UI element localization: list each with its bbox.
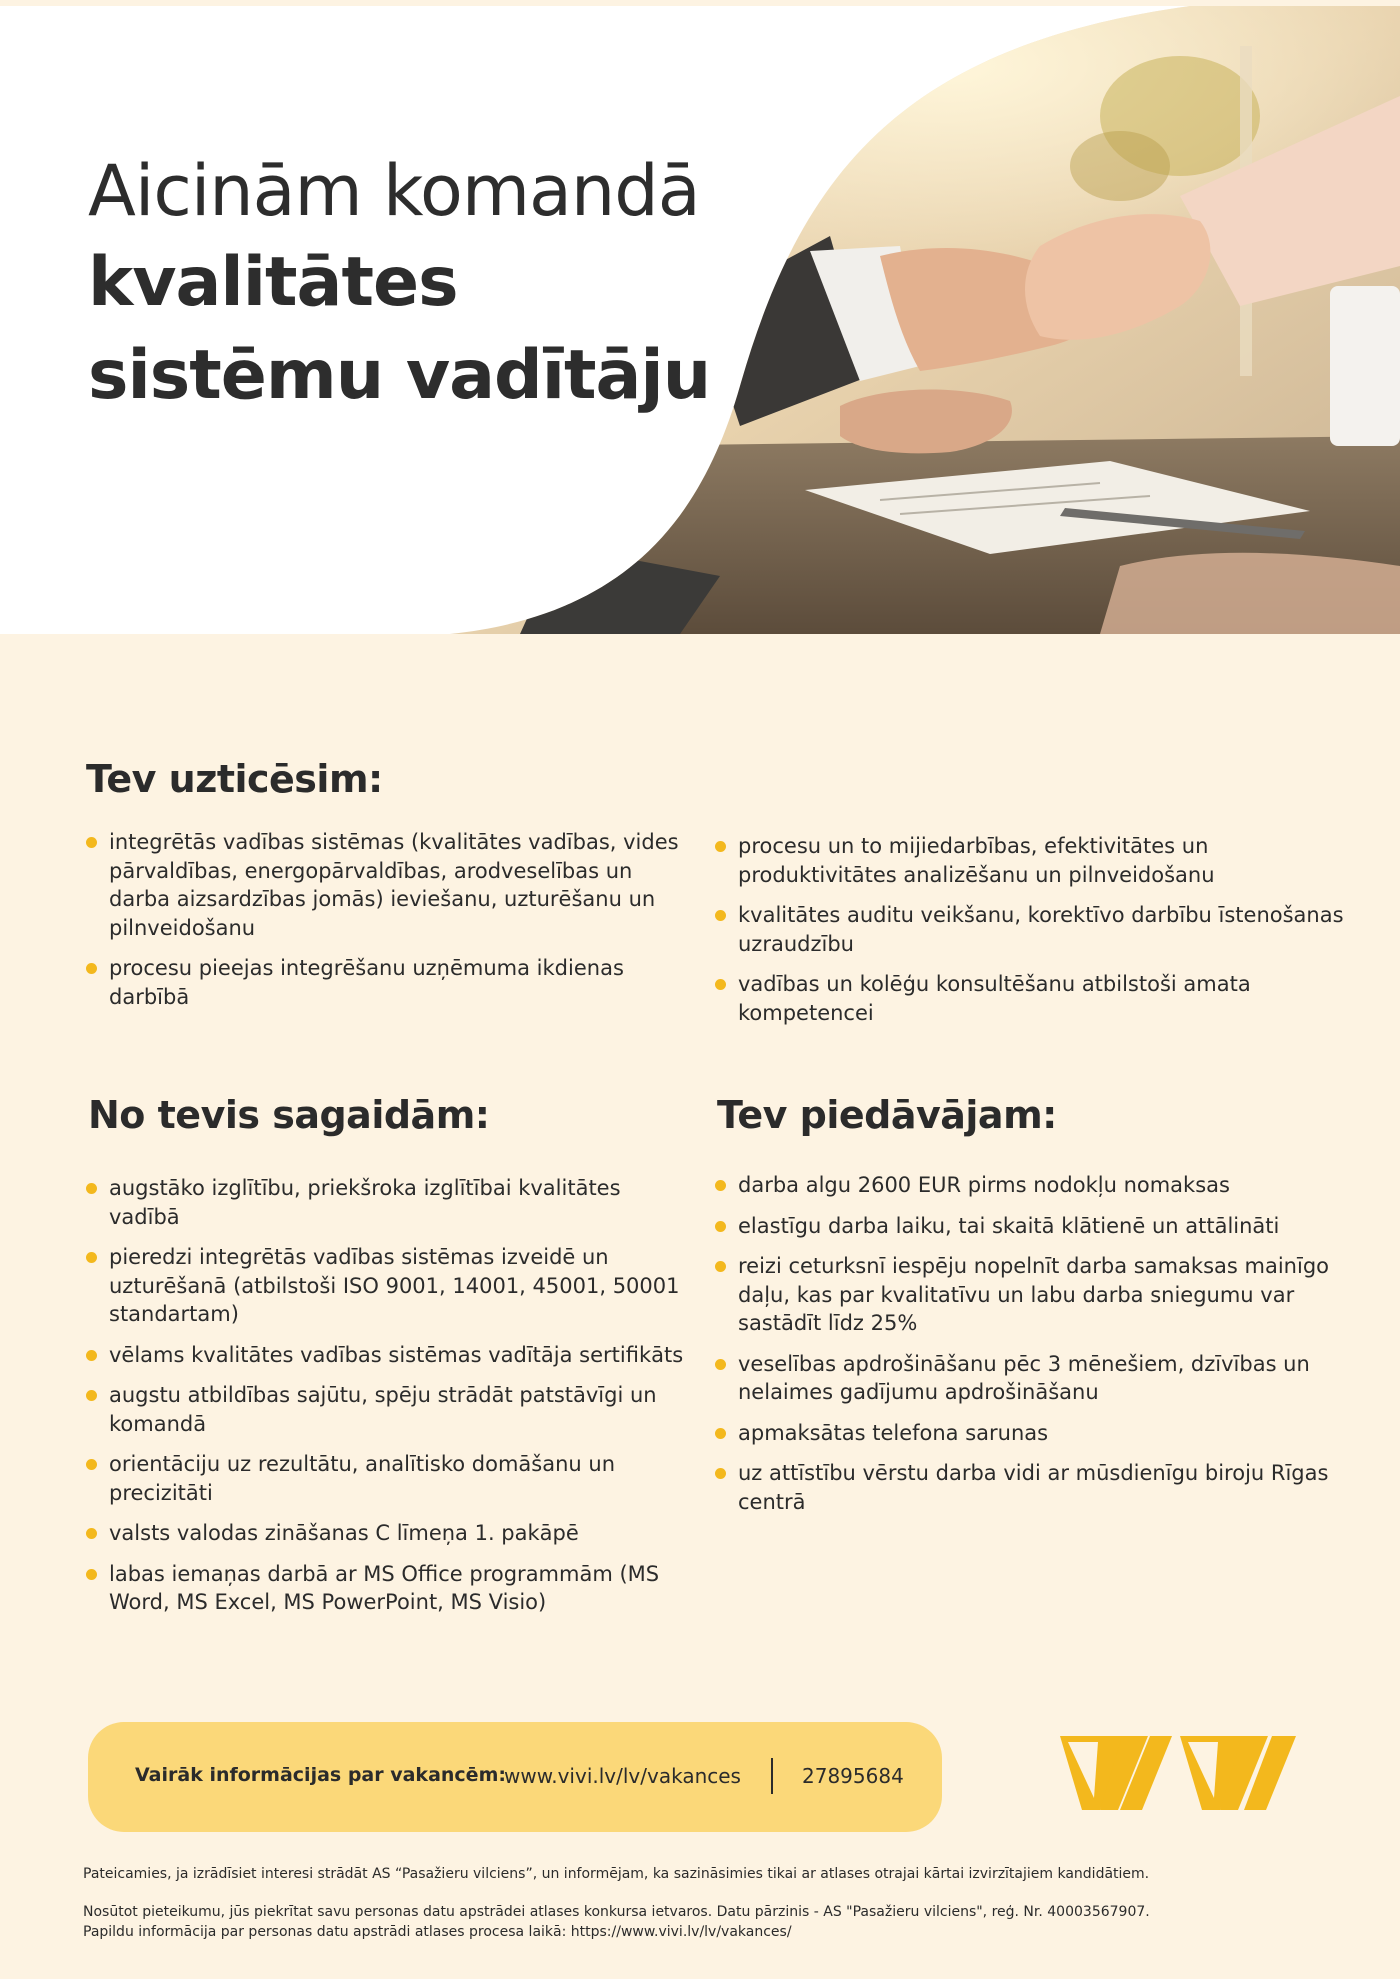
- vivi-logo-icon: [1060, 1728, 1320, 1818]
- list-item: reizi ceturksnī iespēju nopelnīt darba samaksas mainīgo daļu, kas par kvalitatīvu un labu darba sniegumu var sastādīt līdz 25%: [715, 1252, 1355, 1338]
- list-item: vēlams kvalitātes vadības sistēmas vadītāja sertifikāts: [86, 1341, 686, 1370]
- bullet-icon: [86, 1528, 97, 1539]
- footer-note-3: Papildu informācija par personas datu apstrādi atlases procesa laikā: https://www.vivi.lv/lv/vakances/: [83, 1924, 792, 1940]
- bullet-icon: [86, 1183, 97, 1194]
- list-item: labas iemaņas darbā ar MS Office programmām (MS Word, MS Excel, MS PowerPoint, MS Visio): [86, 1560, 686, 1617]
- bullet-icon: [86, 837, 97, 848]
- vivi-logo: [1060, 1728, 1320, 1822]
- list-item: veselības apdrošināšanu pēc 3 mēnešiem, dzīvības un nelaimes gadījumu apdrošināšanu: [715, 1350, 1355, 1407]
- responsibilities-list-right: [715, 832, 1345, 1039]
- list-item: procesu un to mijiedarbības, efektivitātes un produktivitātes analizēšanu un pilnveidošanu: [715, 832, 1345, 889]
- list-item: elastīgu darba laiku, tai skaitā klātienē un attālināti: [715, 1212, 1355, 1241]
- offer-list: [715, 1171, 1355, 1528]
- requirements-list: [86, 1174, 686, 1629]
- bullet-icon: [86, 1350, 97, 1361]
- bullet-icon: [86, 963, 97, 974]
- phone-number[interactable]: 27895684: [802, 1764, 904, 1788]
- responsibilities-list-left: [86, 828, 686, 1023]
- list-item: uz attīstību vērstu darba vidi ar mūsdienīgu biroju Rīgas centrā: [715, 1459, 1355, 1516]
- vacancies-link[interactable]: www.vivi.lv/lv/vakances: [504, 1764, 741, 1788]
- bullet-icon: [86, 1390, 97, 1401]
- hero-section: [0, 6, 1400, 634]
- bullet-icon: [86, 1459, 97, 1470]
- list-item: kvalitātes auditu veikšanu, korektīvo darbību īstenošanas uzraudzību: [715, 901, 1345, 958]
- bullet-icon: [715, 841, 726, 852]
- requirements-heading: No tevis sagaidām:: [88, 1093, 490, 1137]
- contact-label: Vairāk informācijas par vakancēm:: [135, 1764, 506, 1786]
- footer-note-1: Pateicamies, ja izrādīsiet interesi strādāt AS “Pasažieru vilciens”, un informējam, ka sazināsimies tikai ar atlases otrajai kārtai izvirzītajiem kandidātiem.: [83, 1866, 1150, 1882]
- list-item: augstu atbildības sajūtu, spēju strādāt patstāvīgi un komandā: [86, 1381, 686, 1438]
- responsibilities-heading: Tev uzticēsim:: [86, 757, 383, 801]
- page-title: [88, 146, 710, 422]
- bullet-icon: [715, 1180, 726, 1191]
- list-item: darba algu 2600 EUR pirms nodokļu nomaksas: [715, 1171, 1355, 1200]
- bullet-icon: [86, 1252, 97, 1263]
- divider: [771, 1758, 773, 1794]
- bullet-icon: [715, 1468, 726, 1479]
- bullet-icon: [715, 910, 726, 921]
- bullet-icon: [715, 1261, 726, 1272]
- footer-note-2: Nosūtot pieteikumu, jūs piekrītat savu personas datu apstrādei atlases konkursa ietvaros. Datu pārzinis - AS "Pasažieru vilciens", reģ. Nr. 40003567907.: [83, 1904, 1150, 1920]
- title-line-1: Aicinām komandā: [88, 150, 700, 232]
- list-item: procesu pieejas integrēšanu uzņēmuma ikdienas darbībā: [86, 954, 686, 1011]
- list-item: augstāko izglītību, priekšroka izglītībai kvalitātes vadībā: [86, 1174, 686, 1231]
- bullet-icon: [715, 1428, 726, 1439]
- bullet-icon: [86, 1569, 97, 1580]
- list-item: vadības un kolēģu konsultēšanu atbilstoši amata kompetencei: [715, 970, 1345, 1027]
- offer-heading: Tev piedāvājam:: [717, 1093, 1057, 1137]
- list-item: integrētās vadības sistēmas (kvalitātes vadības, vides pārvaldības, energopārvaldības, arodveselības un darba aizsardzības jomās) ieviešanu, uzturēšanu un pilnveidošanu: [86, 828, 686, 942]
- title-line-2: kvalitātes: [88, 243, 458, 322]
- bullet-icon: [715, 1221, 726, 1232]
- contact-info-bar: [88, 1722, 942, 1832]
- list-item: orientāciju uz rezultātu, analītisko domāšanu un precizitāti: [86, 1450, 686, 1507]
- list-item: valsts valodas zināšanas C līmeņa 1. pakāpē: [86, 1519, 686, 1548]
- list-item: apmaksātas telefona sarunas: [715, 1419, 1355, 1448]
- bullet-icon: [715, 1359, 726, 1370]
- title-line-3: sistēmu vadītāju: [88, 336, 711, 415]
- list-item: pieredzi integrētās vadības sistēmas izveidē un uzturēšanā (atbilstoši ISO 9001, 14001, 45001, 50001 standartam): [86, 1243, 686, 1329]
- bullet-icon: [715, 979, 726, 990]
